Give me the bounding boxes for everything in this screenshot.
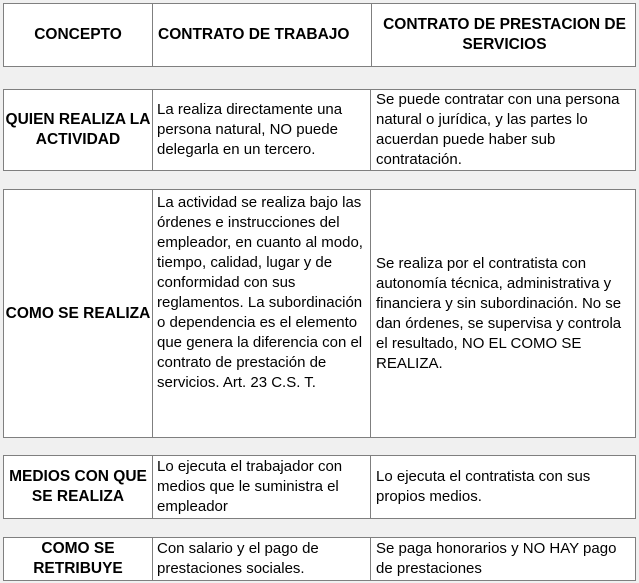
servicios-medios: Lo ejecuta el contratista con sus propios medios.: [371, 456, 636, 519]
row-quien-realiza: [3, 89, 636, 171]
row-retribucion: [3, 537, 636, 581]
header-concepto: CONCEPTO: [4, 4, 153, 67]
header-contrato-servicios: CONTRATO DE PRESTACION DE SERVICIOS: [372, 4, 636, 67]
row-medios: [3, 455, 636, 519]
trabajo-retribucion: Con salario y el pago de prestaciones sociales.: [153, 538, 371, 581]
row-como-realiza: [3, 189, 636, 438]
servicios-como-realiza: Se realiza por el contratista con autonomía técnica, administrativa y financiera y sin subordinación. No se dan órdenes, se supervisa y controla el resultado, NO EL COMO SE REALIZA.: [371, 190, 636, 438]
concept-quien-realiza: QUIEN REALIZA LA ACTIVIDAD: [4, 90, 153, 171]
servicios-retribucion: Se paga honorarios y NO HAY pago de prestaciones: [371, 538, 636, 581]
trabajo-quien-realiza: La realiza directamente una persona natural, NO puede delegarla en un tercero.: [153, 90, 371, 171]
header-band: [3, 3, 636, 67]
header-contrato-trabajo: CONTRATO DE TRABAJO: [153, 4, 372, 67]
trabajo-medios: Lo ejecuta el trabajador con medios que le suministra el empleador: [153, 456, 371, 519]
trabajo-como-realiza: La actividad se realiza bajo las órdenes e instrucciones del empleador, en cuanto al modo, tiempo, calidad, lugar y de conformidad con sus reglamentos. La subordinación o dependencia es el elemento que genera la diferencia con el contrato de prestación de servicios. Art. 23 C.S. T.: [153, 190, 371, 438]
concept-retribucion: COMO SE RETRIBUYE: [4, 538, 153, 581]
concept-como-realiza: COMO SE REALIZA: [4, 190, 153, 438]
concept-medios: MEDIOS CON QUE SE REALIZA: [4, 456, 153, 519]
servicios-quien-realiza: Se puede contratar con una persona natural o jurídica, y las partes lo acuerdan puede haber sub contratación.: [371, 90, 636, 171]
